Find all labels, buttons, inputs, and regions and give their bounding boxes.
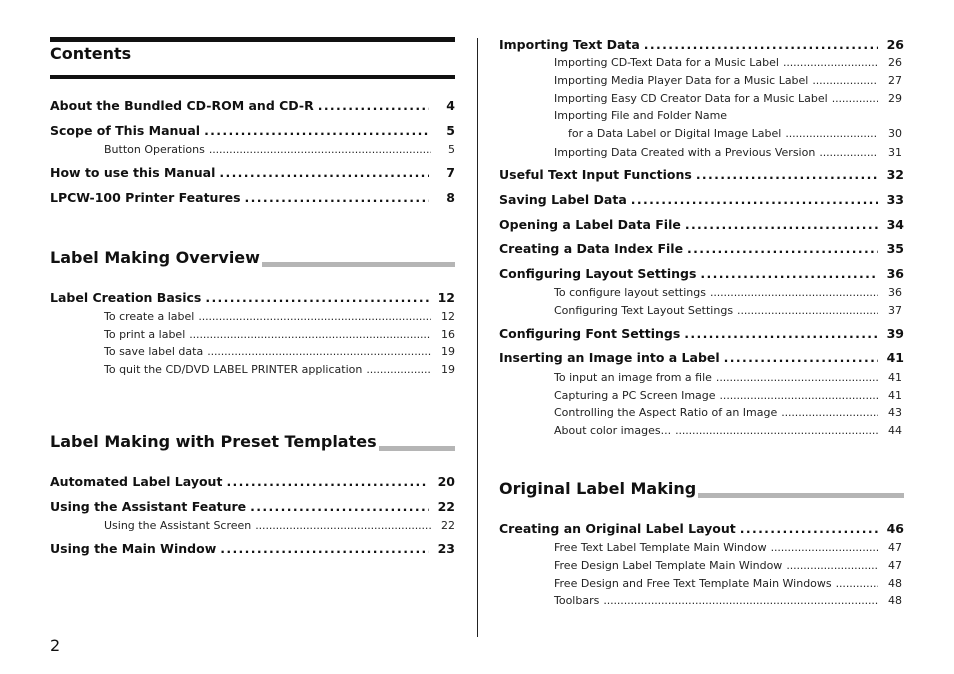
leader-dots	[785, 127, 878, 140]
toc-entry-label: Configuring Text Layout Settings	[554, 304, 734, 317]
toc-entry-label: Configuring Font Settings	[499, 326, 681, 341]
toc-entry-label: Free Design and Free Text Template Main Windows	[554, 577, 832, 590]
toc-entry[interactable]	[50, 123, 455, 138]
toc-entry-label: Configuring Layout Settings	[499, 266, 697, 281]
toc-subentry[interactable]	[554, 109, 902, 122]
toc-entry-label: About the Bundled CD-ROM and CD-R	[50, 98, 314, 113]
leader-dots	[245, 190, 429, 205]
toc-entry-label: To quit the CD/DVD LABEL PRINTER application	[104, 363, 363, 376]
toc-entry-page: 26	[888, 56, 902, 69]
leader-dots	[696, 167, 878, 182]
toc-subentry[interactable]	[554, 304, 902, 317]
toc-entry[interactable]	[499, 521, 904, 536]
toc-entry-label: Free Design Label Template Main Window	[554, 559, 783, 572]
toc-entry-page: 4	[446, 98, 455, 113]
toc-subentry[interactable]	[104, 519, 455, 532]
page-number: 2	[50, 636, 61, 655]
toc-entry-label: To input an image from a file	[554, 371, 712, 384]
toc-entry-label: Opening a Label Data File	[499, 217, 681, 232]
toc-entry-page: 43	[888, 406, 902, 419]
column-divider	[477, 38, 478, 637]
toc-entry[interactable]	[499, 217, 904, 232]
toc-entry[interactable]	[499, 350, 904, 365]
toc-subentry[interactable]	[554, 74, 902, 87]
leader-dots	[740, 521, 878, 536]
leader-dots	[675, 424, 878, 437]
toc-entry-page: 26	[886, 37, 904, 52]
toc-entry-label: Inserting an Image into a Label	[499, 350, 720, 365]
leader-dots	[220, 541, 429, 556]
toc-entry-page: 34	[886, 217, 904, 232]
section-heading	[50, 248, 455, 270]
leader-dots	[720, 389, 878, 402]
toc-entry-page: 44	[888, 424, 902, 437]
leader-dots	[219, 165, 429, 180]
toc-entry-page: 47	[888, 559, 902, 572]
toc-entry-label: Label Creation Basics	[50, 290, 202, 305]
section-heading-title: Label Making Overview	[50, 248, 260, 267]
toc-subentry[interactable]	[104, 143, 455, 156]
toc-entry-label: Importing Text Data	[499, 37, 640, 52]
leader-dots	[198, 310, 431, 323]
toc-entry-label: Capturing a PC Screen Image	[554, 389, 716, 402]
leader-dots	[207, 345, 431, 358]
toc-entry[interactable]	[50, 499, 455, 514]
leader-dots	[819, 146, 878, 159]
toc-entry-page: 20	[437, 474, 455, 489]
leader-dots	[318, 98, 429, 113]
toc-entry-label: To create a label	[104, 310, 195, 323]
leader-dots	[255, 519, 431, 532]
toc-entry-page: 22	[441, 519, 455, 532]
toc-entry[interactable]	[50, 541, 455, 556]
toc-entry-page: 32	[886, 167, 904, 182]
leader-dots	[771, 541, 878, 554]
leader-dots	[836, 577, 878, 590]
toc-entry-page: 39	[886, 326, 904, 341]
toc-entry-page: 48	[888, 594, 902, 607]
toc-entry[interactable]	[499, 266, 904, 281]
contents-bottom-rule	[50, 75, 455, 79]
leader-dots	[205, 290, 429, 305]
toc-entry-label: Creating a Data Index File	[499, 241, 684, 256]
toc-entry-page: 29	[888, 92, 902, 105]
toc-subentry[interactable]	[104, 345, 455, 358]
toc-entry-page: 48	[888, 577, 902, 590]
leader-dots	[812, 74, 878, 87]
toc-entry-label: for a Data Label or Digital Image Label	[568, 127, 782, 140]
leader-dots	[644, 37, 878, 52]
toc-entry-label: About color images...	[554, 424, 672, 437]
toc-entry-page: 47	[888, 541, 902, 554]
toc-entry-page: 19	[441, 345, 455, 358]
toc-entry-label: Automated Label Layout	[50, 474, 223, 489]
toc-entry-label: Button Operations	[104, 143, 205, 156]
toc-entry-label: Using the Main Window	[50, 541, 217, 556]
toc-entry-label: Importing Media Player Data for a Music Label	[554, 74, 809, 87]
toc-entry-page: 36	[888, 286, 902, 299]
toc-entry-label: Useful Text Input Functions	[499, 167, 692, 182]
leader-dots	[724, 350, 878, 365]
leader-dots	[250, 499, 429, 514]
toc-entry[interactable]	[50, 290, 455, 305]
leader-dots	[783, 56, 878, 69]
leader-dots	[209, 143, 431, 156]
toc-entry-page: 19	[441, 363, 455, 376]
toc-entry-page: 36	[886, 266, 904, 281]
leader-dots	[710, 286, 878, 299]
toc-entry[interactable]	[499, 326, 904, 341]
section-heading-title: Original Label Making	[499, 479, 697, 498]
toc-entry[interactable]	[50, 474, 455, 489]
toc-subentry[interactable]	[554, 56, 902, 69]
toc-entry-label: Importing File and Folder Name	[554, 109, 728, 122]
toc-entry-label: Importing Data Created with a Previous Version	[554, 146, 816, 159]
toc-entry-label: To save label data	[104, 345, 204, 358]
toc-entry-page: 41	[888, 371, 902, 384]
toc-entry-page: 46	[886, 521, 904, 536]
toc-entry-label: Creating an Original Label Layout	[499, 521, 736, 536]
section-heading	[50, 432, 455, 454]
toc-subentry[interactable]	[554, 406, 902, 419]
leader-dots	[737, 304, 878, 317]
leader-dots	[226, 474, 429, 489]
section-heading	[499, 479, 904, 501]
toc-subentry[interactable]	[104, 310, 455, 323]
leader-dots	[832, 92, 878, 105]
toc-entry-page: 27	[888, 74, 902, 87]
toc-entry-page: 30	[888, 127, 902, 140]
toc-entry-page: 41	[886, 350, 904, 365]
toc-entry[interactable]	[50, 190, 455, 205]
toc-entry-label: Using the Assistant Screen	[104, 519, 252, 532]
toc-subentry[interactable]	[554, 541, 902, 554]
toc-subentry[interactable]	[554, 594, 902, 607]
toc-entry-page: 12	[437, 290, 455, 305]
toc-entry-label: Free Text Label Template Main Window	[554, 541, 767, 554]
toc-subentry[interactable]	[104, 328, 455, 341]
toc-subentry[interactable]	[554, 389, 902, 402]
toc-subentry[interactable]	[104, 363, 455, 376]
toc-entry-label: Using the Assistant Feature	[50, 499, 247, 514]
toc-entry-label: To print a label	[104, 328, 186, 341]
toc-entry-page: 7	[446, 165, 455, 180]
toc-entry-page: 23	[437, 541, 455, 556]
toc-entry-page: 16	[441, 328, 455, 341]
leader-dots	[684, 326, 878, 341]
toc-entry[interactable]	[499, 192, 904, 207]
toc-entry-page: 31	[888, 146, 902, 159]
toc-entry-page: 35	[886, 241, 904, 256]
toc-subentry[interactable]	[554, 559, 902, 572]
toc-subentry[interactable]	[568, 127, 902, 140]
toc-entry-page: 33	[886, 192, 904, 207]
leader-dots	[786, 559, 878, 572]
toc-subentry[interactable]	[554, 424, 902, 437]
toc-entry-label: Importing CD-Text Data for a Music Label	[554, 56, 779, 69]
toc-entry-label: Importing Easy CD Creator Data for a Music Label	[554, 92, 828, 105]
leader-dots	[781, 406, 878, 419]
toc-subentry[interactable]	[554, 577, 902, 590]
leader-dots	[366, 363, 431, 376]
toc-entry-label: How to use this Manual	[50, 165, 216, 180]
toc-subentry[interactable]	[554, 371, 902, 384]
toc-entry-page: 22	[437, 499, 455, 514]
leader-dots	[189, 328, 431, 341]
toc-entry-label: Saving Label Data	[499, 192, 627, 207]
toc-entry[interactable]	[499, 37, 904, 52]
toc-entry-page: 41	[888, 389, 902, 402]
leader-dots	[631, 192, 878, 207]
leader-dots	[716, 371, 878, 384]
toc-entry-page: 5	[446, 123, 455, 138]
toc-entry[interactable]	[499, 241, 904, 256]
toc-entry-label: Toolbars	[554, 594, 600, 607]
leader-dots	[687, 241, 878, 256]
toc-entry-page: 5	[448, 143, 455, 156]
toc-entry-page: 8	[446, 190, 455, 205]
contents-title: Contents	[50, 44, 132, 63]
leader-dots	[204, 123, 429, 138]
toc-entry-label: Scope of This Manual	[50, 123, 201, 138]
section-heading-title: Label Making with Preset Templates	[50, 432, 377, 451]
contents-top-rule	[50, 37, 455, 42]
toc-subentry[interactable]	[554, 146, 902, 159]
leader-dots	[685, 217, 878, 232]
toc-entry-label: Controlling the Aspect Ratio of an Image	[554, 406, 778, 419]
leader-dots	[603, 594, 878, 607]
toc-subentry[interactable]	[554, 92, 902, 105]
toc-entry[interactable]	[499, 167, 904, 182]
toc-subentry[interactable]	[554, 286, 902, 299]
leader-dots	[700, 266, 878, 281]
toc-entry-label: To configure layout settings	[554, 286, 706, 299]
toc-entry-page: 12	[441, 310, 455, 323]
toc-entry-page: 37	[888, 304, 902, 317]
toc-entry-label: LPCW-100 Printer Features	[50, 190, 241, 205]
toc-entry[interactable]	[50, 98, 455, 113]
toc-entry[interactable]	[50, 165, 455, 180]
